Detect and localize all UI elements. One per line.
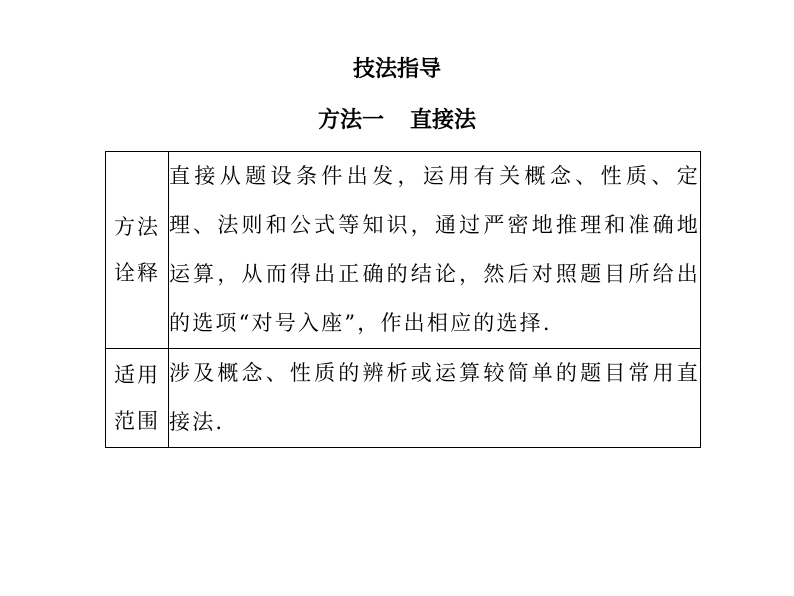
method-subtitle [0,104,794,136]
method-table [105,151,701,448]
table-row-explanation [106,152,701,349]
row-label-line: 方法 [114,215,160,239]
row-content-explanation: 直接从题设条件出发，运用有关概念、性质、定理、法则和公式等知识，通过严密地推理和准确地运算，从而得出正确的结论，然后对照题目所给出的选项“对号入座”，作出相应的选择. [169,152,701,349]
row-content-scope: 涉及概念、性质的辨析或运算较简单的题目常用直接法. [169,349,701,448]
row-label-line: 适用 [114,363,160,387]
row-label-scope [106,349,169,448]
row-label-line: 诠释 [114,261,160,285]
method-number: 方法一 [317,107,384,133]
row-label-explanation [106,152,169,349]
table-row-scope [106,349,701,448]
method-name: 直接法 [410,107,477,133]
row-label-line: 范围 [114,409,160,433]
page-title: 技法指导 [352,57,441,82]
